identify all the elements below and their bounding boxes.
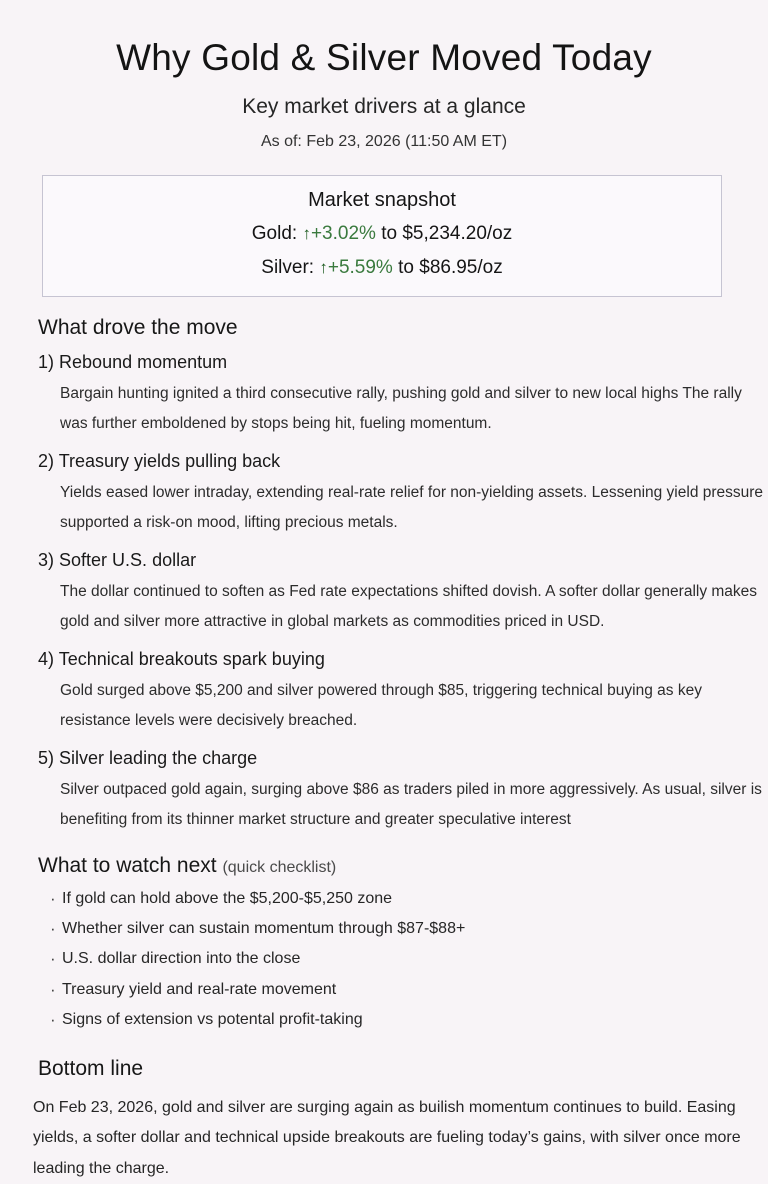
driver-item-body: Gold surged above $5,200 and silver powered through $85, triggering technical buying as key resistance levels were decisively breached. (60, 682, 702, 729)
gold-to-word: to (381, 223, 398, 245)
watchlist-heading-note: (quick checklist) (222, 858, 337, 876)
bottom-line-text: On Feb 23, 2026, gold and silver are surging again as builish momentum continues to build. Easing yields, a softer dollar and technical upside breakouts are fueling today’s gains, with silver once more leading the charge. (33, 1098, 741, 1177)
arrow-up-icon: ↑ (319, 258, 328, 278)
silver-label: Silver: (261, 257, 315, 279)
silver-price: $86.95/oz (419, 257, 503, 279)
page-subtitle: Key market drivers at a glance (242, 94, 526, 118)
driver-item-title (38, 549, 768, 572)
driver-item-number: 5) (38, 747, 55, 768)
drivers-heading: What drove the move (38, 315, 238, 339)
driver-item (0, 648, 768, 736)
as-of-timestamp: As of: Feb 23, 2026 (11:50 AM ET) (260, 132, 508, 150)
gold-change-pct: +3.02% (310, 223, 376, 245)
driver-item-label: Rebound momentum (59, 352, 228, 373)
list-item: · Signs of extension vs potental profit-taking (52, 1005, 768, 1035)
gold-label: Gold: (251, 223, 298, 245)
driver-item-title (38, 648, 768, 671)
gold-price: $5,234.20/oz (402, 223, 513, 245)
silver-change-pct: +5.59% (327, 257, 393, 279)
watchlist (0, 884, 768, 1036)
driver-item-label: Technical breakouts spark buying (58, 648, 325, 669)
driver-item-body: Silver outpaced gold again, surging above $86 as traders piled in more aggressively. As usual, silver is benefiting from its thinner market structure and greater speculative interest (60, 781, 762, 828)
driver-item-number: 2) (38, 450, 55, 471)
driver-item (0, 747, 768, 835)
driver-item-label: Silver leading the charge (59, 747, 258, 768)
driver-item (0, 450, 768, 538)
header (0, 0, 768, 150)
arrow-up-icon: ↑ (302, 224, 311, 244)
driver-item-title (38, 450, 768, 473)
market-snapshot-title: Market snapshot (308, 189, 456, 212)
driver-item-number: 4) (38, 648, 55, 669)
driver-item-label: Treasury yields pulling back (58, 450, 281, 471)
driver-item-number: 3) (38, 549, 55, 570)
driver-item-title (38, 351, 768, 374)
driver-item-body: Bargain hunting ignited a third consecutive rally, pushing gold and silver to new local highs The rally was further emboldened by stops being hit, fueling momentum. (60, 385, 742, 433)
watchlist-heading (38, 853, 768, 878)
driver-item (0, 549, 768, 637)
list-item: · If gold can hold above the $5,200-$5,250 zone (52, 884, 768, 914)
snapshot-row-silver (53, 256, 711, 280)
market-snapshot-panel (42, 175, 722, 297)
driver-item-label: Softer U.S. dollar (59, 549, 197, 570)
watchlist-heading-text: What to watch next (38, 853, 217, 877)
list-item: · U.S. dollar direction into the close (52, 944, 768, 974)
list-item: · Treasury yield and real-rate movement (52, 975, 768, 1005)
driver-item-title (38, 747, 768, 770)
driver-item-body: The dollar continued to soften as Fed rate expectations shifted dovish. A softer dollar generally makes gold and silver more attractive in global markets as commodities priced in USD. (60, 583, 758, 630)
driver-item-number: 1) (38, 352, 55, 373)
driver-item-body: Yields eased lower intraday, extending real-rate relief for non-yielding assets. Lessening yield pressure supported a risk-on mood, lifting precious metals. (60, 484, 764, 532)
driver-item (0, 351, 768, 439)
snapshot-row-gold (53, 222, 711, 246)
silver-to-word: to (398, 257, 414, 279)
page-title: Why Gold & Silver Moved Today (116, 37, 652, 78)
bottom-line-heading: Bottom line (38, 1056, 144, 1080)
list-item: · Whether silver can sustain momentum through $87-$88+ (52, 914, 768, 944)
